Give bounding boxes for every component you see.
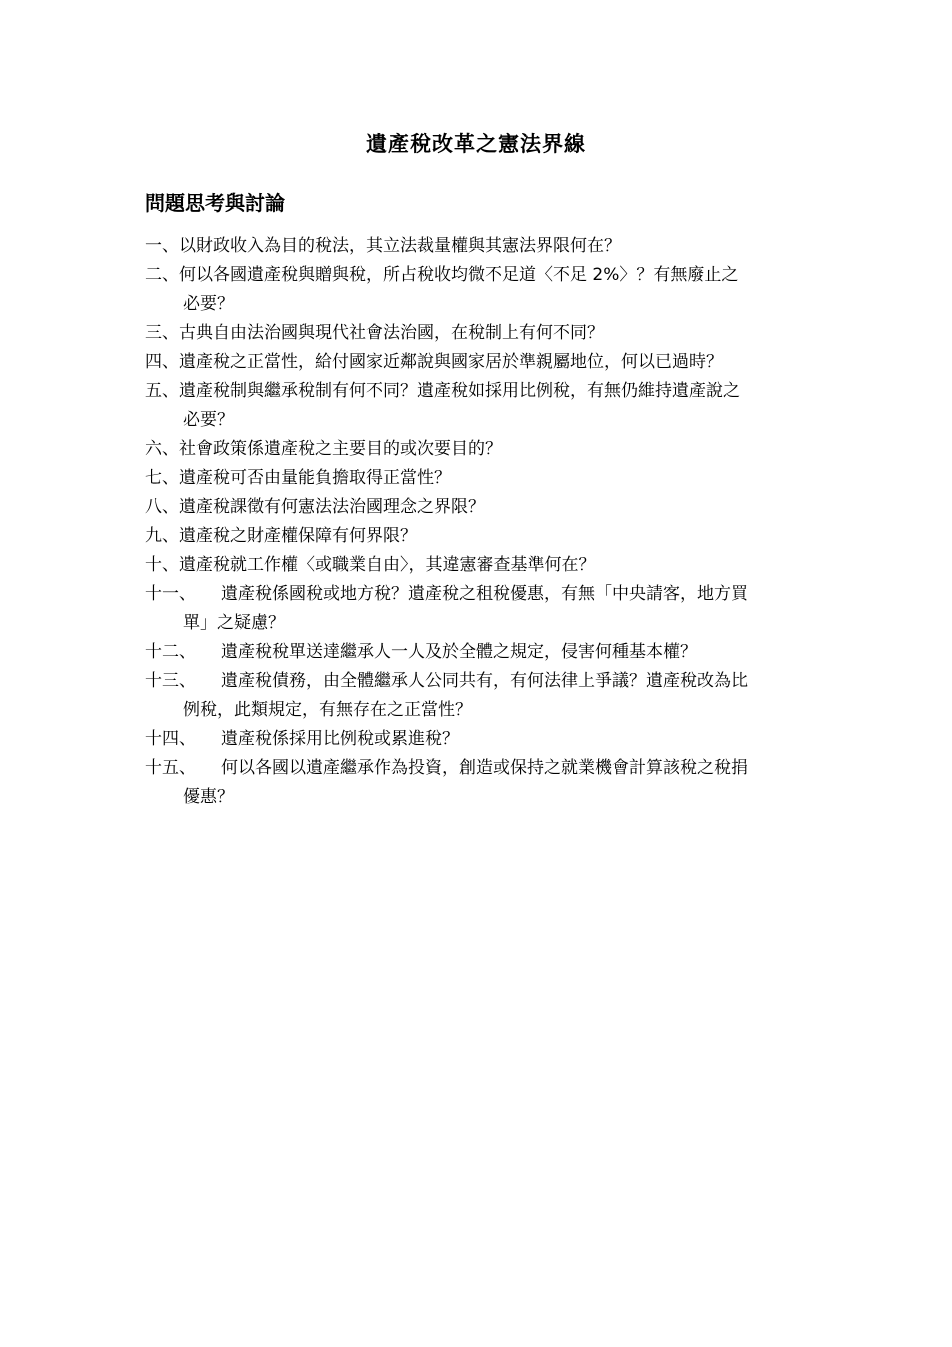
question-text-continued: 例稅，此類規定，有無存在之正當性？ <box>183 700 472 720</box>
question-text: 遺產稅之正當性，給付國家近鄰說與國家居於準親屬地位，何以已過時？ <box>179 352 723 372</box>
question-item <box>145 725 810 754</box>
question-text: 遺產稅係採用比例稅或累進稅？ <box>221 729 459 749</box>
question-item <box>145 638 810 667</box>
question-number: 八、 <box>145 497 179 517</box>
question-item <box>145 667 810 725</box>
question-item <box>145 435 810 464</box>
question-text: 遺產稅課徵有何憲法法治國理念之界限？ <box>179 497 485 517</box>
question-text-continued: 單」之疑慮？ <box>183 613 285 633</box>
question-text: 遺產稅就工作權〈或職業自由〉，其違憲審查基準何在？ <box>179 555 596 575</box>
question-text: 遺產稅債務，由全體繼承人公同共有，有何法律上爭議？遺產稅改為比 <box>221 671 748 691</box>
question-item <box>145 261 810 319</box>
question-item <box>145 348 810 377</box>
question-text: 古典自由法治國與現代社會法治國，在稅制上有何不同？ <box>179 323 604 343</box>
question-item <box>145 493 810 522</box>
question-number: 十四、 <box>145 729 196 749</box>
question-number: 六、 <box>145 439 179 459</box>
question-number: 十、 <box>145 555 179 575</box>
question-text: 以財政收入為目的稅法，其立法裁量權與其憲法界限何在？ <box>179 236 621 256</box>
question-item <box>145 377 810 435</box>
question-text: 遺產稅制與繼承稅制有何不同？遺產稅如採用比例稅，有無仍維持遺產說之 <box>179 381 740 401</box>
question-number: 一、 <box>145 236 179 256</box>
question-text: 遺產稅係國稅或地方稅？遺產稅之租稅優惠，有無「中央請客，地方買 <box>221 584 748 604</box>
question-item <box>145 232 810 261</box>
question-number: 十三、 <box>145 671 196 691</box>
question-text: 遺產稅之財產權保障有何界限？ <box>179 526 417 546</box>
question-number: 二、 <box>145 265 179 285</box>
question-text: 社會政策係遺產稅之主要目的或次要目的？ <box>179 439 502 459</box>
question-text-continued: 必要？ <box>183 294 234 314</box>
question-text: 何以各國遺產稅與贈與稅，所占稅收均微不足道〈不足 2%〉？有無廢止之 <box>179 265 739 285</box>
question-item <box>145 754 810 812</box>
question-text: 遺產稅可否由量能負擔取得正當性？ <box>179 468 451 488</box>
document-title: 遺產稅改革之憲法界線 <box>366 131 586 156</box>
question-text: 何以各國以遺產繼承作為投資，創造或保持之就業機會計算該稅之稅捐 <box>221 758 748 778</box>
question-number: 十五、 <box>145 758 196 778</box>
question-text-continued: 必要？ <box>183 410 234 430</box>
section-heading: 問題思考與討論 <box>145 191 285 215</box>
question-number: 十二、 <box>145 642 196 662</box>
question-number: 三、 <box>145 323 179 343</box>
question-number: 七、 <box>145 468 179 488</box>
question-item <box>145 551 810 580</box>
question-item <box>145 319 810 348</box>
question-number: 十一、 <box>145 584 196 604</box>
question-number: 五、 <box>145 381 179 401</box>
question-item <box>145 522 810 551</box>
question-list <box>145 232 810 812</box>
question-number: 四、 <box>145 352 179 372</box>
question-text-continued: 優惠？ <box>183 787 234 807</box>
question-number: 九、 <box>145 526 179 546</box>
question-item <box>145 580 810 638</box>
question-item <box>145 464 810 493</box>
question-text: 遺產稅稅單送達繼承人一人及於全體之規定，侵害何種基本權？ <box>221 642 697 662</box>
